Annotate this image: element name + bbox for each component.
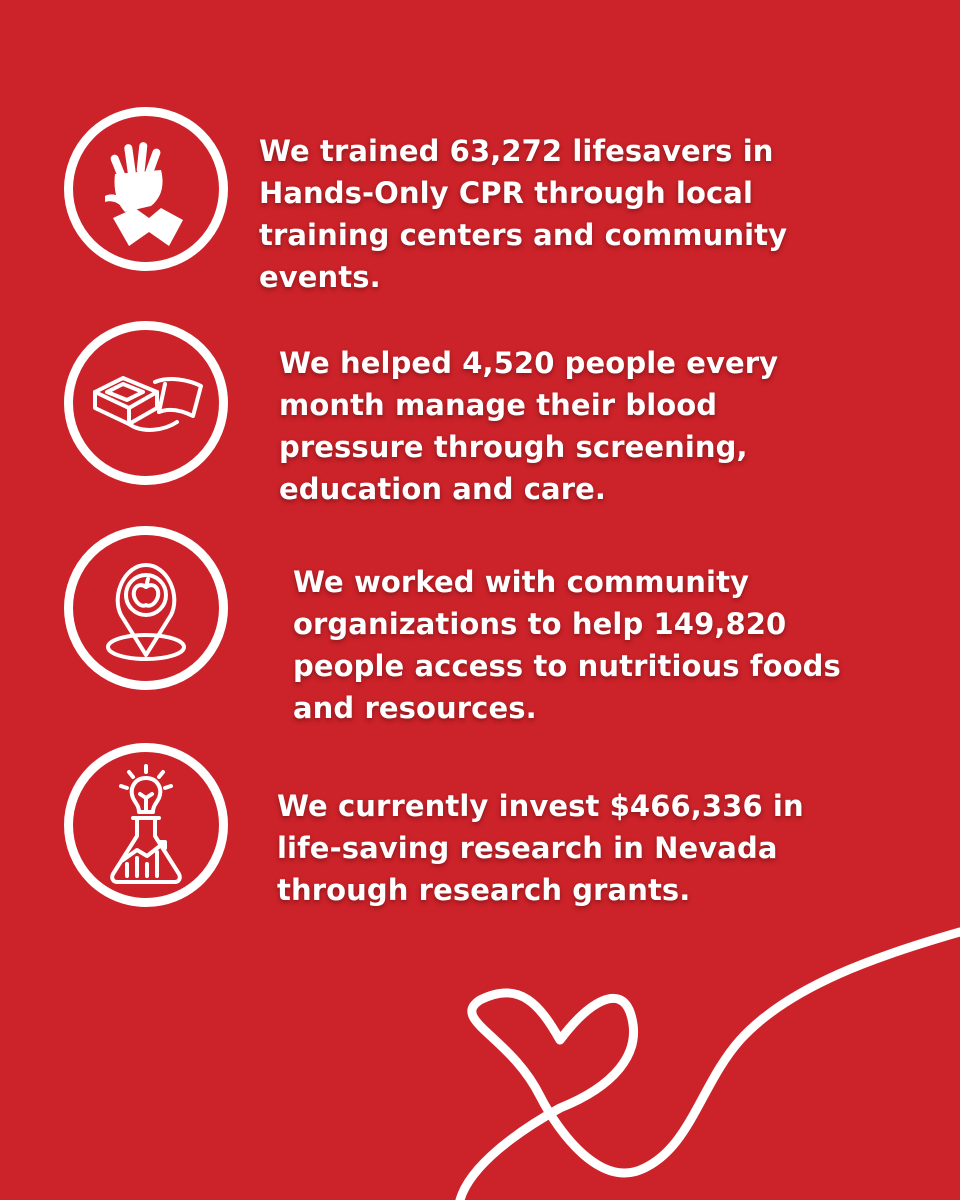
stat-blood-pressure-text: We helped 4,520 people every month manage their blood pressure through screening, education and care. [279, 346, 779, 506]
stat-research-text: We currently invest $466,336 in life-saving research in Nevada through research grants. [277, 789, 804, 907]
stat-cpr-text: We trained 63,272 lifesavers in Hands-Only CPR through local training centers and community events. [259, 134, 788, 294]
stat-nutrition-text: We worked with community organizations to help 149,820 people access to nutritious foods and resources. [293, 565, 841, 725]
